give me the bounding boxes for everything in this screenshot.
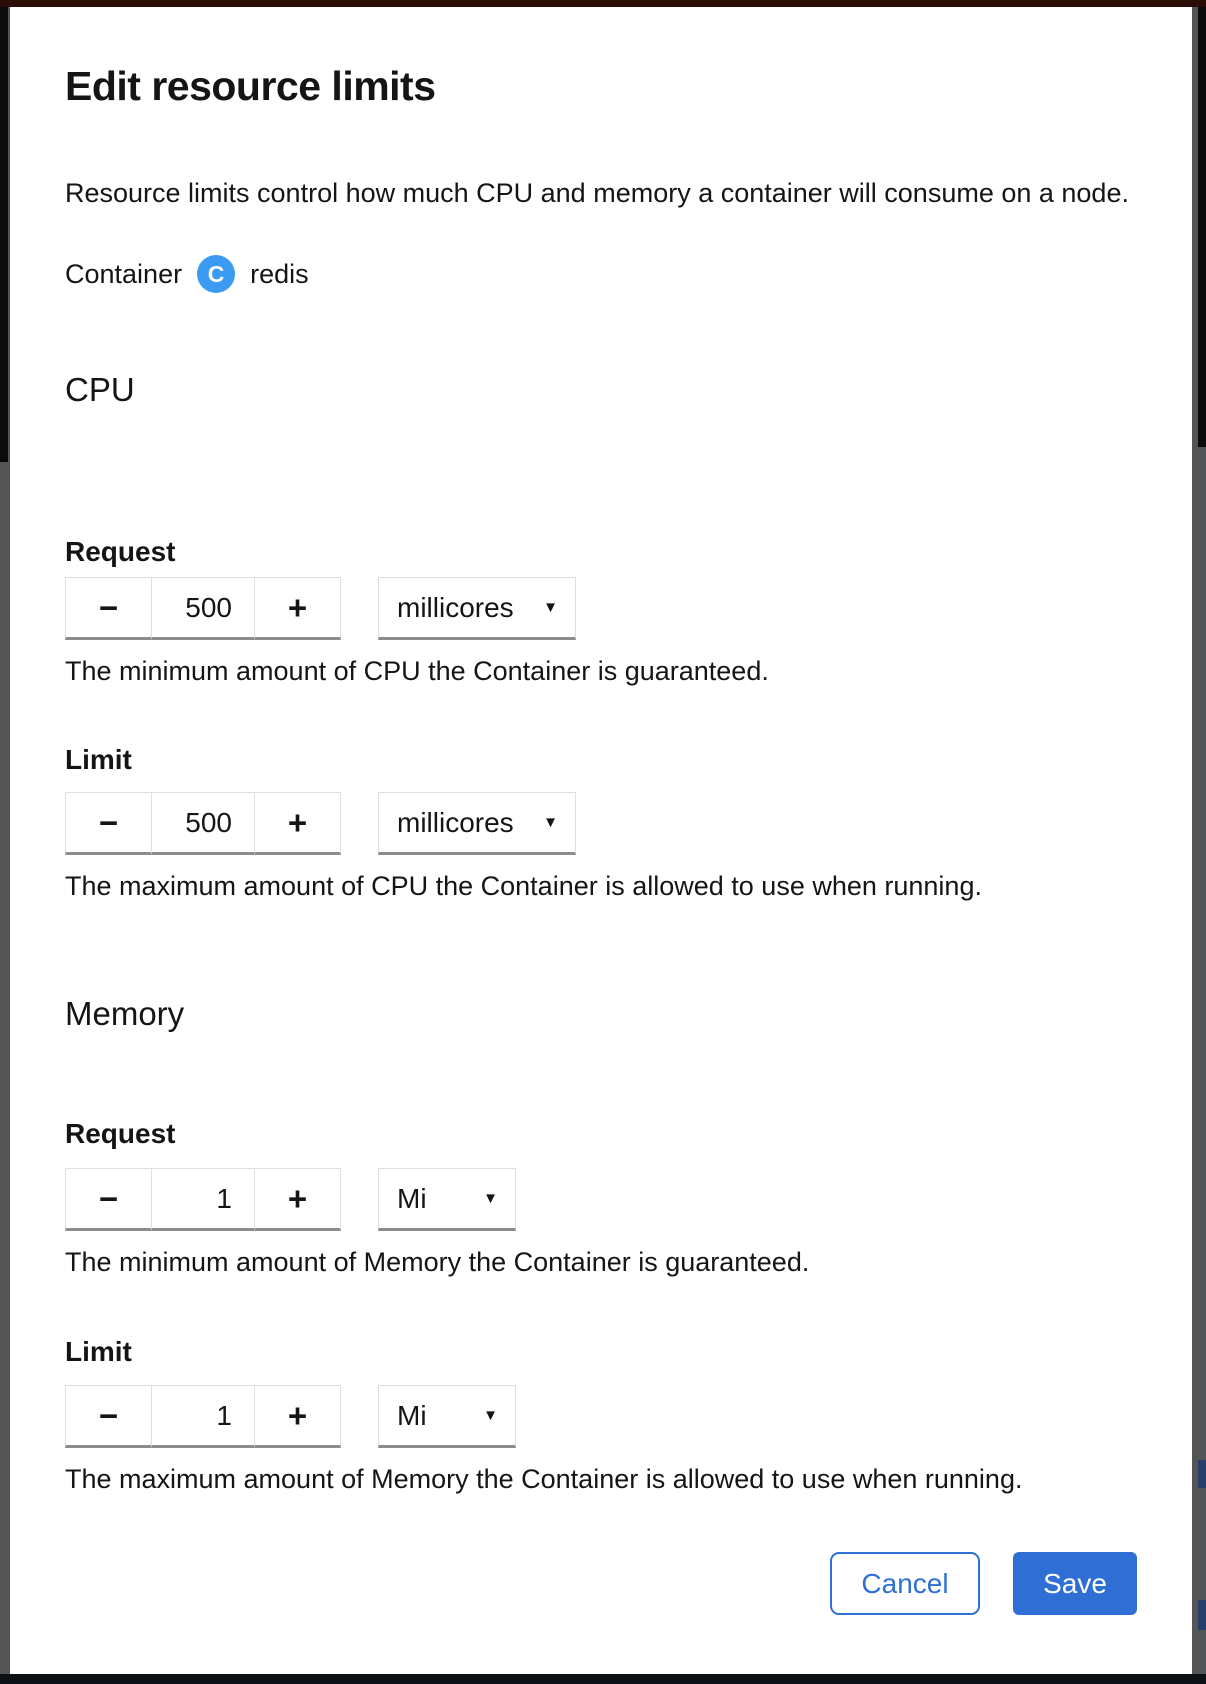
- memory-limit-unit-dropdown[interactable]: [378, 1385, 516, 1448]
- minus-button[interactable]: −: [65, 792, 152, 855]
- plus-button[interactable]: +: [254, 792, 341, 855]
- memory-limit-number-spinner: [65, 1385, 341, 1448]
- section-heading-cpu: CPU: [65, 371, 135, 408]
- memory-limit-controls: [65, 1385, 1137, 1448]
- cpu-limit-label: Limit: [65, 744, 132, 775]
- memory-limit-input[interactable]: [151, 1385, 255, 1448]
- cpu-limit-helper-text: The maximum amount of CPU the Container is allowed to use when running.: [65, 871, 982, 901]
- cpu-request-number-spinner: [65, 577, 341, 640]
- memory-request-controls: [65, 1168, 1137, 1231]
- cpu-request-label: Request: [65, 536, 176, 567]
- memory-request-unit-dropdown[interactable]: [378, 1168, 516, 1231]
- unit-value: millicores: [397, 806, 514, 838]
- container-label: Container: [65, 258, 183, 289]
- memory-request-label: Request: [65, 1118, 176, 1149]
- modal-description: Resource limits control how much CPU and memory a container will consume on a node.: [65, 178, 1129, 208]
- plus-button[interactable]: +: [254, 1168, 341, 1231]
- cpu-limit-unit-dropdown[interactable]: [378, 792, 576, 855]
- memory-limit-label: Limit: [65, 1336, 132, 1367]
- modal-footer: [65, 1552, 1137, 1615]
- backdrop-top-bar: [0, 0, 1206, 7]
- memory-request-input[interactable]: [151, 1168, 255, 1231]
- container-badge-icon: C: [197, 255, 235, 293]
- modal-title: Edit resource limits: [65, 63, 436, 109]
- backdrop-right-dark: [1198, 7, 1206, 447]
- caret-down-icon: ▼: [543, 814, 558, 831]
- cpu-limit-number-spinner: [65, 792, 341, 855]
- minus-button[interactable]: −: [65, 1385, 152, 1448]
- backdrop-bottom-bar: [0, 1674, 1206, 1684]
- unit-value: Mi: [397, 1399, 427, 1431]
- minus-button[interactable]: −: [65, 1168, 152, 1231]
- backdrop-right-artifact: [1198, 1460, 1206, 1488]
- memory-request-helper-text: The minimum amount of Memory the Container is guaranteed.: [65, 1247, 810, 1277]
- cpu-request-input[interactable]: [151, 577, 255, 640]
- minus-button[interactable]: −: [65, 577, 152, 640]
- cpu-request-controls: [65, 577, 1137, 640]
- plus-button[interactable]: +: [254, 577, 341, 640]
- cpu-limit-input[interactable]: [151, 792, 255, 855]
- cpu-limit-controls: [65, 792, 1137, 855]
- plus-button[interactable]: +: [254, 1385, 341, 1448]
- caret-down-icon: ▼: [483, 1407, 498, 1424]
- edit-resource-limits-modal: [10, 7, 1192, 1674]
- backdrop-left-dark: [0, 7, 8, 462]
- section-heading-memory: Memory: [65, 995, 185, 1032]
- cpu-request-helper-text: The minimum amount of CPU the Container is guaranteed.: [65, 656, 769, 686]
- caret-down-icon: ▼: [483, 1190, 498, 1207]
- cancel-button[interactable]: Cancel: [830, 1552, 980, 1615]
- save-button[interactable]: Save: [1013, 1552, 1137, 1615]
- cpu-request-unit-dropdown[interactable]: [378, 577, 576, 640]
- unit-value: millicores: [397, 591, 514, 623]
- memory-limit-helper-text: The maximum amount of Memory the Container is allowed to use when running.: [65, 1464, 1023, 1494]
- caret-down-icon: ▼: [543, 599, 558, 616]
- backdrop-right-artifact: [1198, 1600, 1206, 1630]
- memory-request-number-spinner: [65, 1168, 341, 1231]
- container-name: redis: [250, 258, 309, 289]
- unit-value: Mi: [397, 1182, 427, 1214]
- container-row: [65, 254, 1137, 294]
